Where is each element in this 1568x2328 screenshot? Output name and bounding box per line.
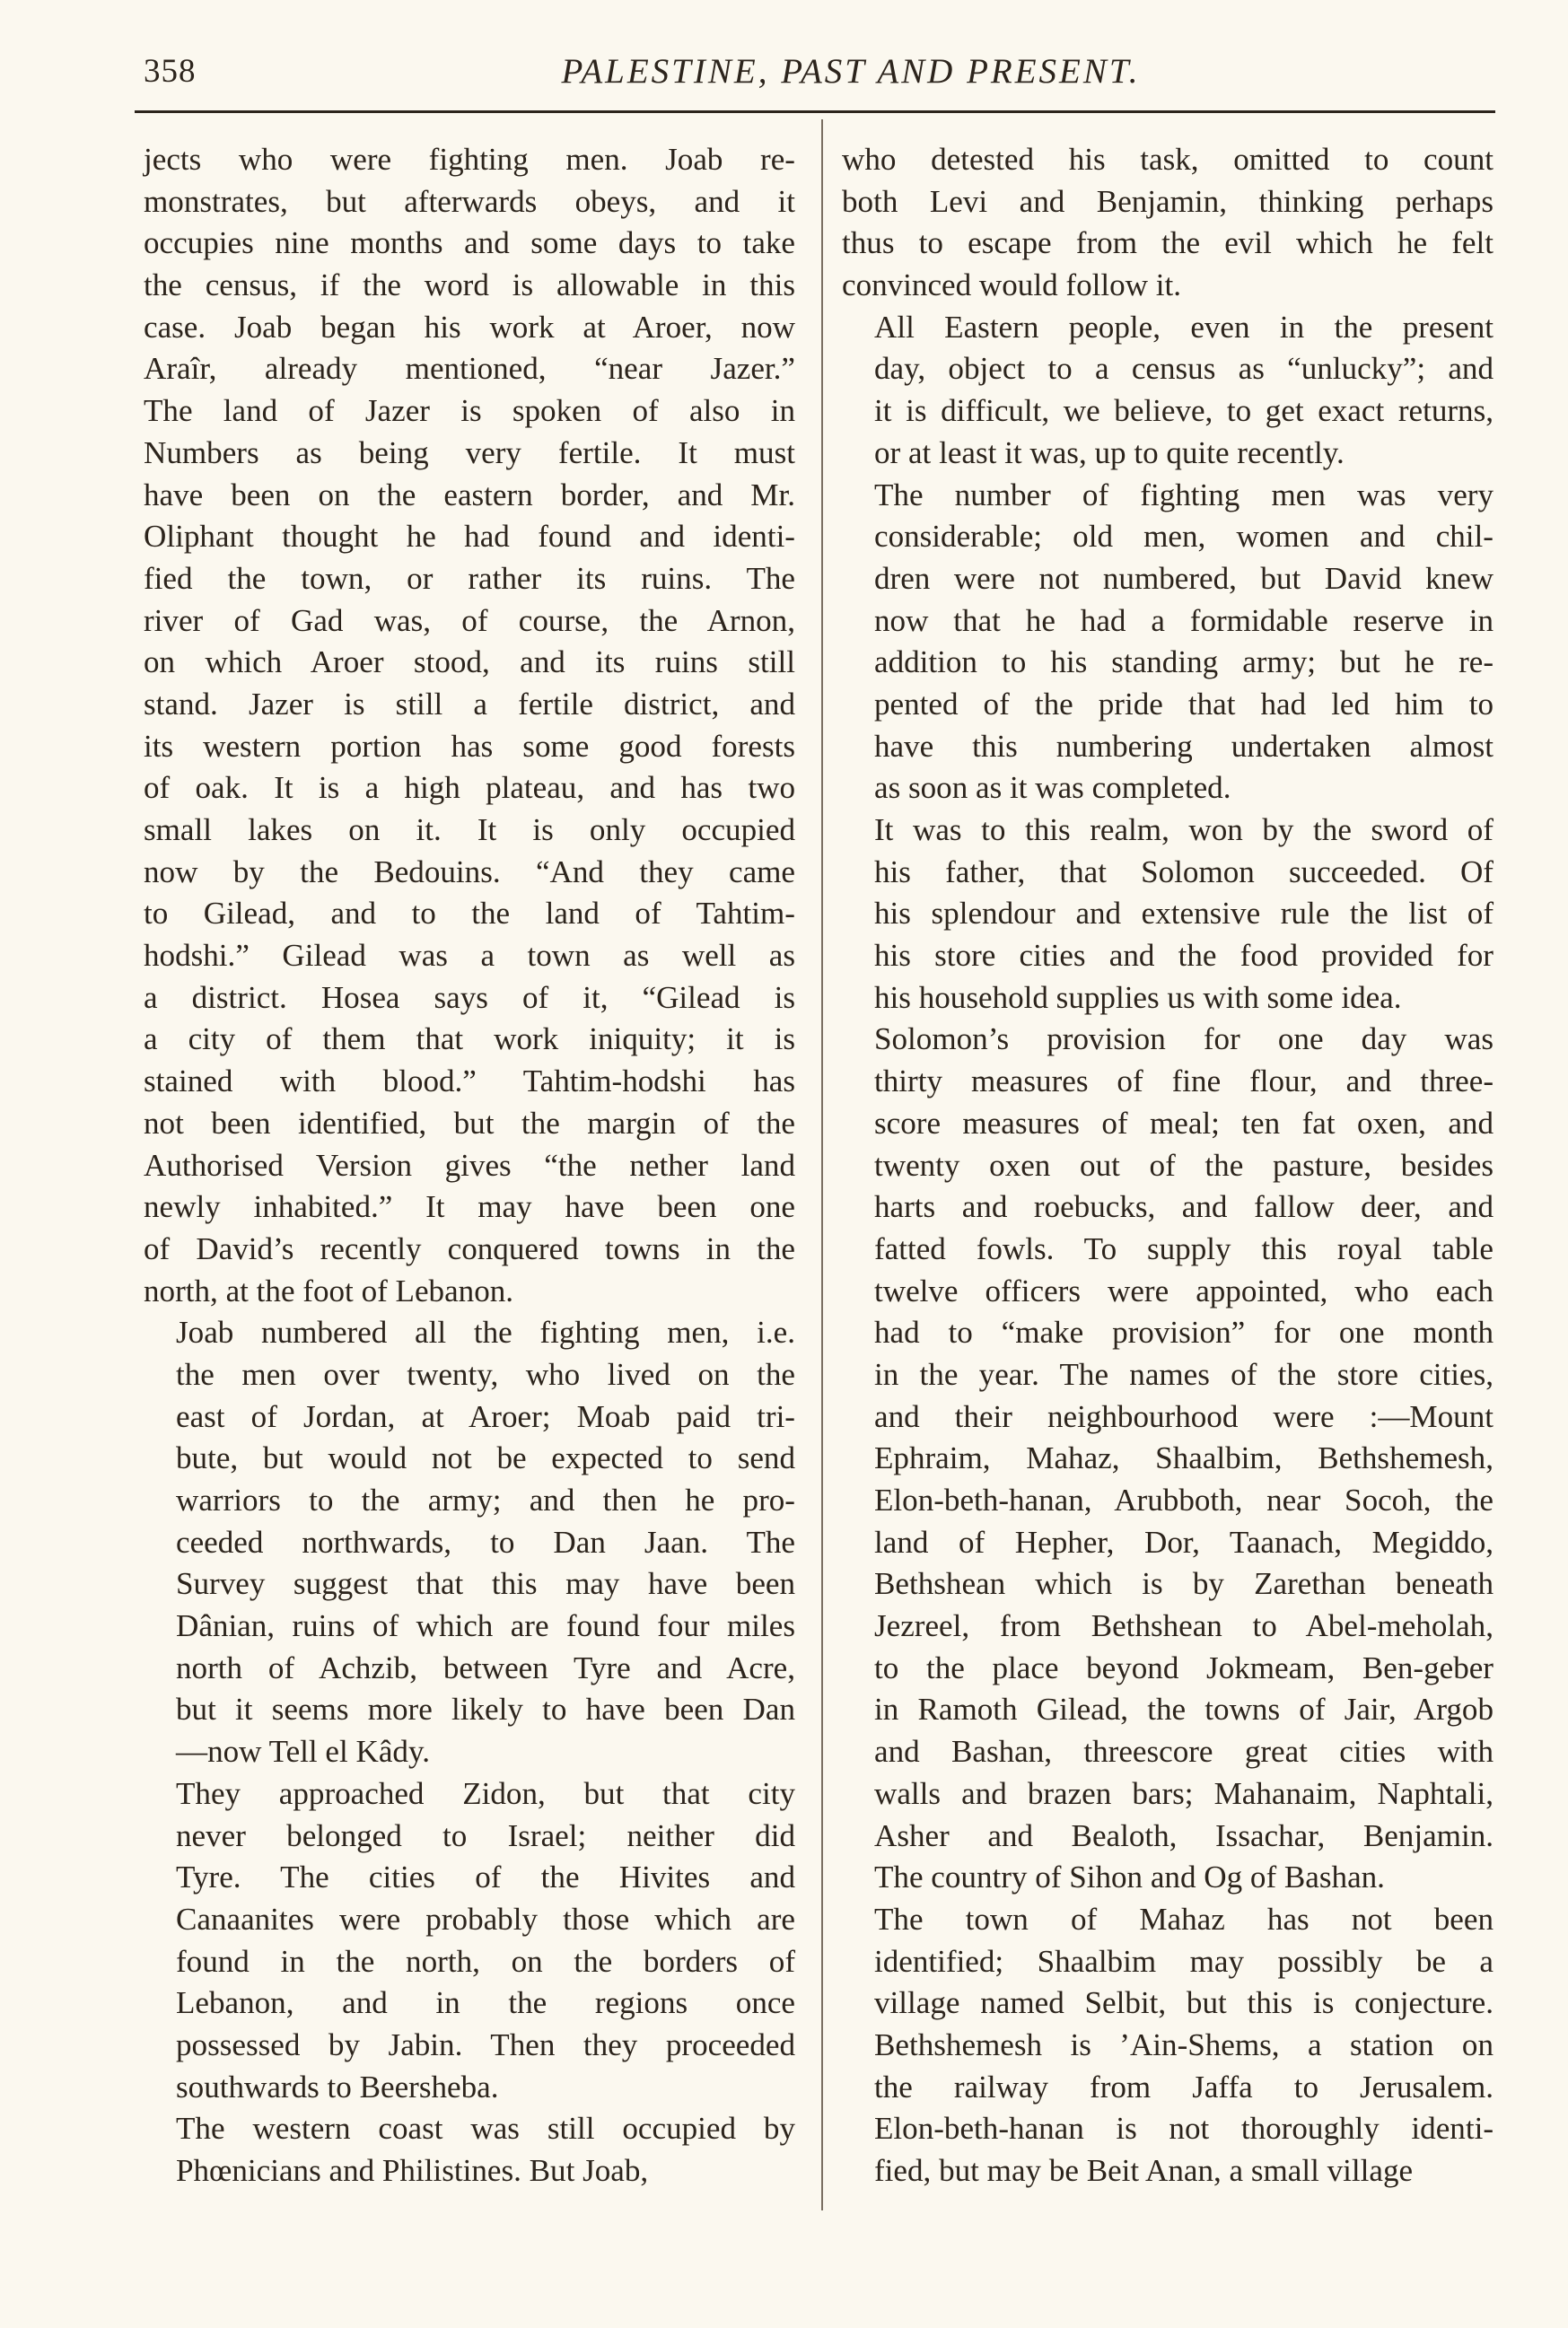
text-line: Bethshemesh is ’Ain-Shems, a station on [874,2026,1494,2062]
text-line: hodshi.” Gilead was a town as well as [144,938,795,974]
text-line: Bethshean which is by Zarethan beneath [874,1566,1494,1602]
text-line: Solomon’s provision for one day was [874,1021,1494,1057]
text-line: warriors to the army; and then he pro- [176,1483,795,1518]
page-number: 358 [144,53,197,90]
text-line: to Gilead, and to the land of Tahtim- [144,896,795,932]
text-line: his father, that Solomon succeeded. Of [874,853,1494,889]
text-line: river of Gad was, of course, the Arnon, [144,602,795,638]
text-line: north, at the foot of Lebanon. [144,1273,514,1308]
text-line: small lakes on it. It is only occupied [144,812,795,847]
text-line: The number of fighting men was very [874,477,1494,512]
text-line: on which Aroer stood, and its ruins still [144,644,795,680]
text-line: Authorised Version gives “the nether land [144,1147,795,1183]
text-line: twenty oxen out of the pasture, besides [874,1147,1494,1183]
text-line: Joab numbered all the fighting men, i.e. [176,1315,795,1351]
text-line: day, object to a census as “unlucky”; and [874,351,1494,387]
text-line: a city of them that work iniquity; it is [144,1021,795,1057]
text-line: and their neighbourhood were :—Mount [874,1398,1494,1434]
text-line: fied the town, or rather its ruins. The [144,560,795,596]
text-line: and Bashan, threescore great cities with [874,1734,1494,1770]
text-line: who detested his task, omitted to count [842,142,1494,177]
running-title: PALESTINE, PAST AND PRESENT. [561,52,1141,91]
text-line: had to “make provision” for one month [874,1315,1494,1351]
text-line: a district. Hosea says of it, “Gilead is [144,979,795,1015]
text-line: it is difficult, we believe, to get exact returns, [874,393,1494,429]
text-line: pented of the pride that had led him to [874,686,1494,722]
text-line: his store cities and the food provided for [874,938,1494,974]
text-line: considerable; old men, women and chil- [874,519,1494,555]
text-line: in the year. The names of the store cities, [874,1356,1494,1392]
text-line: newly inhabited.” It may have been one [144,1189,795,1225]
text-line: All Eastern people, even in the present [874,309,1494,345]
text-line: dren were not numbered, but David knew [874,560,1494,596]
text-line: Canaanites were probably those which are [176,1901,795,1937]
text-line: —now Tell el Kâdy. [176,1734,430,1770]
text-line: or at least it was, up to quite recently. [874,434,1345,470]
text-line: Jezreel, from Bethshean to Abel-meholah, [874,1608,1494,1644]
text-line: now that he had a formidable reserve in [874,602,1494,638]
column-divider [821,119,823,2210]
text-line: thirty measures of fine flour, and three- [874,1063,1494,1099]
text-line: now by the Bedouins. “And they came [144,853,795,889]
text-line: The western coast was still occupied by [176,2111,795,2147]
paragraph [842,1019,1494,1898]
text-line: the men over twenty, who lived on the [176,1356,795,1392]
text-line: walls and brazen bars; Mahanaim, Naphtali, [874,1775,1494,1811]
text-line: the railway from Jaffa to Jerusalem. [874,2069,1494,2105]
text-line: Survey suggest that this may have been [176,1566,795,1602]
paragraph [144,1312,795,1773]
text-line: The town of Mahaz has not been [874,1901,1494,1937]
paragraph [842,307,1494,475]
text-line: score measures of meal; ten fat oxen, and [874,1105,1494,1141]
header-rule [135,110,1495,113]
text-line: It was to this realm, won by the sword of [874,812,1494,847]
paragraph [842,139,1494,307]
text-line: to the place beyond Jokmeam, Ben-geber [874,1650,1494,1685]
text-line: twelve officers were appointed, who each [874,1273,1494,1308]
text-line: stained with blood.” Tahtim-hodshi has [144,1063,795,1099]
text-line: have been on the eastern border, and Mr. [144,477,795,512]
paragraph [144,139,795,1312]
text-line: occupies nine months and some days to take [144,225,795,261]
text-line: land of Hepher, Dor, Taanach, Megiddo, [874,1524,1494,1560]
text-line: The country of Sihon and Og of Bashan. [874,1860,1385,1895]
text-line: east of Jordan, at Aroer; Moab paid tri- [176,1398,795,1434]
text-line: jects who were fighting men. Joab re- [144,142,795,177]
right-column [842,139,1494,2192]
text-line: monstrates, but afterwards obeys, and it [144,183,795,219]
text-line: of oak. It is a high plateau, and has two [144,770,795,806]
text-line: harts and roebucks, and fallow deer, and [874,1189,1494,1225]
text-line: but it seems more likely to have been Dan [176,1692,795,1728]
text-line: stand. Jazer is still a fertile district, and [144,686,795,722]
text-line: as soon as it was completed. [874,770,1231,806]
text-line: fatted fowls. To supply this royal table [874,1230,1494,1266]
text-line: found in the north, on the borders of [176,1943,795,1979]
text-line: bute, but would not be expected to send [176,1440,795,1476]
text-line: They approached Zidon, but that city [176,1775,795,1811]
text-line: village named Selbit, but this is conjecture. [874,1985,1494,2021]
text-line: Asher and Bealoth, Issachar, Benjamin. [874,1817,1494,1853]
text-line: Dânian, ruins of which are found four miles [176,1608,795,1644]
text-line: his splendour and extensive rule the list of [874,896,1494,932]
text-line: Elon-beth-hanan, Arubboth, near Socoh, the [874,1483,1494,1518]
text-line: its western portion has some good forests [144,728,795,764]
page-header [144,47,1495,104]
paragraph [842,810,1494,1019]
text-line: the census, if the word is allowable in this [144,267,795,303]
text-line: never belonged to Israel; neither did [176,1817,795,1853]
text-line: case. Joab began his work at Aroer, now [144,309,795,345]
paragraph [144,2108,795,2192]
text-line: his household supplies us with some idea. [874,979,1402,1015]
text-line: Elon-beth-hanan is not thoroughly identi- [874,2111,1494,2147]
text-line: thus to escape from the evil which he felt [842,225,1494,261]
paragraph [144,1773,795,2109]
text-line: in Ramoth Gilead, the towns of Jair, Argob [874,1692,1494,1728]
text-line: The land of Jazer is spoken of also in [144,393,795,429]
text-line: Numbers as being very fertile. It must [144,434,795,470]
paragraph [842,1899,1494,2192]
text-line: Oliphant thought he had found and identi- [144,519,795,555]
text-line: possessed by Jabin. Then they proceeded [176,2026,795,2062]
left-column [144,139,795,2192]
paragraph [842,475,1494,810]
text-line: addition to his standing army; but he re- [874,644,1494,680]
text-line: convinced would follow it. [842,267,1181,303]
text-line: both Levi and Benjamin, thinking perhaps [842,183,1494,219]
text-line: not been identified, but the margin of the [144,1105,795,1141]
text-line: Tyre. The cities of the Hivites and [176,1860,795,1895]
text-line: Phœnicians and Philistines. But Joab, [176,2153,649,2188]
text-line: Lebanon, and in the regions once [176,1985,795,2021]
text-line: have this numbering undertaken almost [874,728,1494,764]
text-line: Ephraim, Mahaz, Shaalbim, Bethshemesh, [874,1440,1494,1476]
text-line: southwards to Beersheba. [176,2069,499,2105]
text-line: of David’s recently conquered towns in the [144,1230,795,1266]
text-line: fied, but may be Beit Anan, a small village [874,2153,1414,2188]
text-line: identified; Shaalbim may possibly be a [874,1943,1494,1979]
text-line: north of Achzib, between Tyre and Acre, [176,1650,795,1685]
text-line: ceeded northwards, to Dan Jaan. The [176,1524,795,1560]
text-line: Araîr, already mentioned, “near Jazer.” [144,351,795,387]
